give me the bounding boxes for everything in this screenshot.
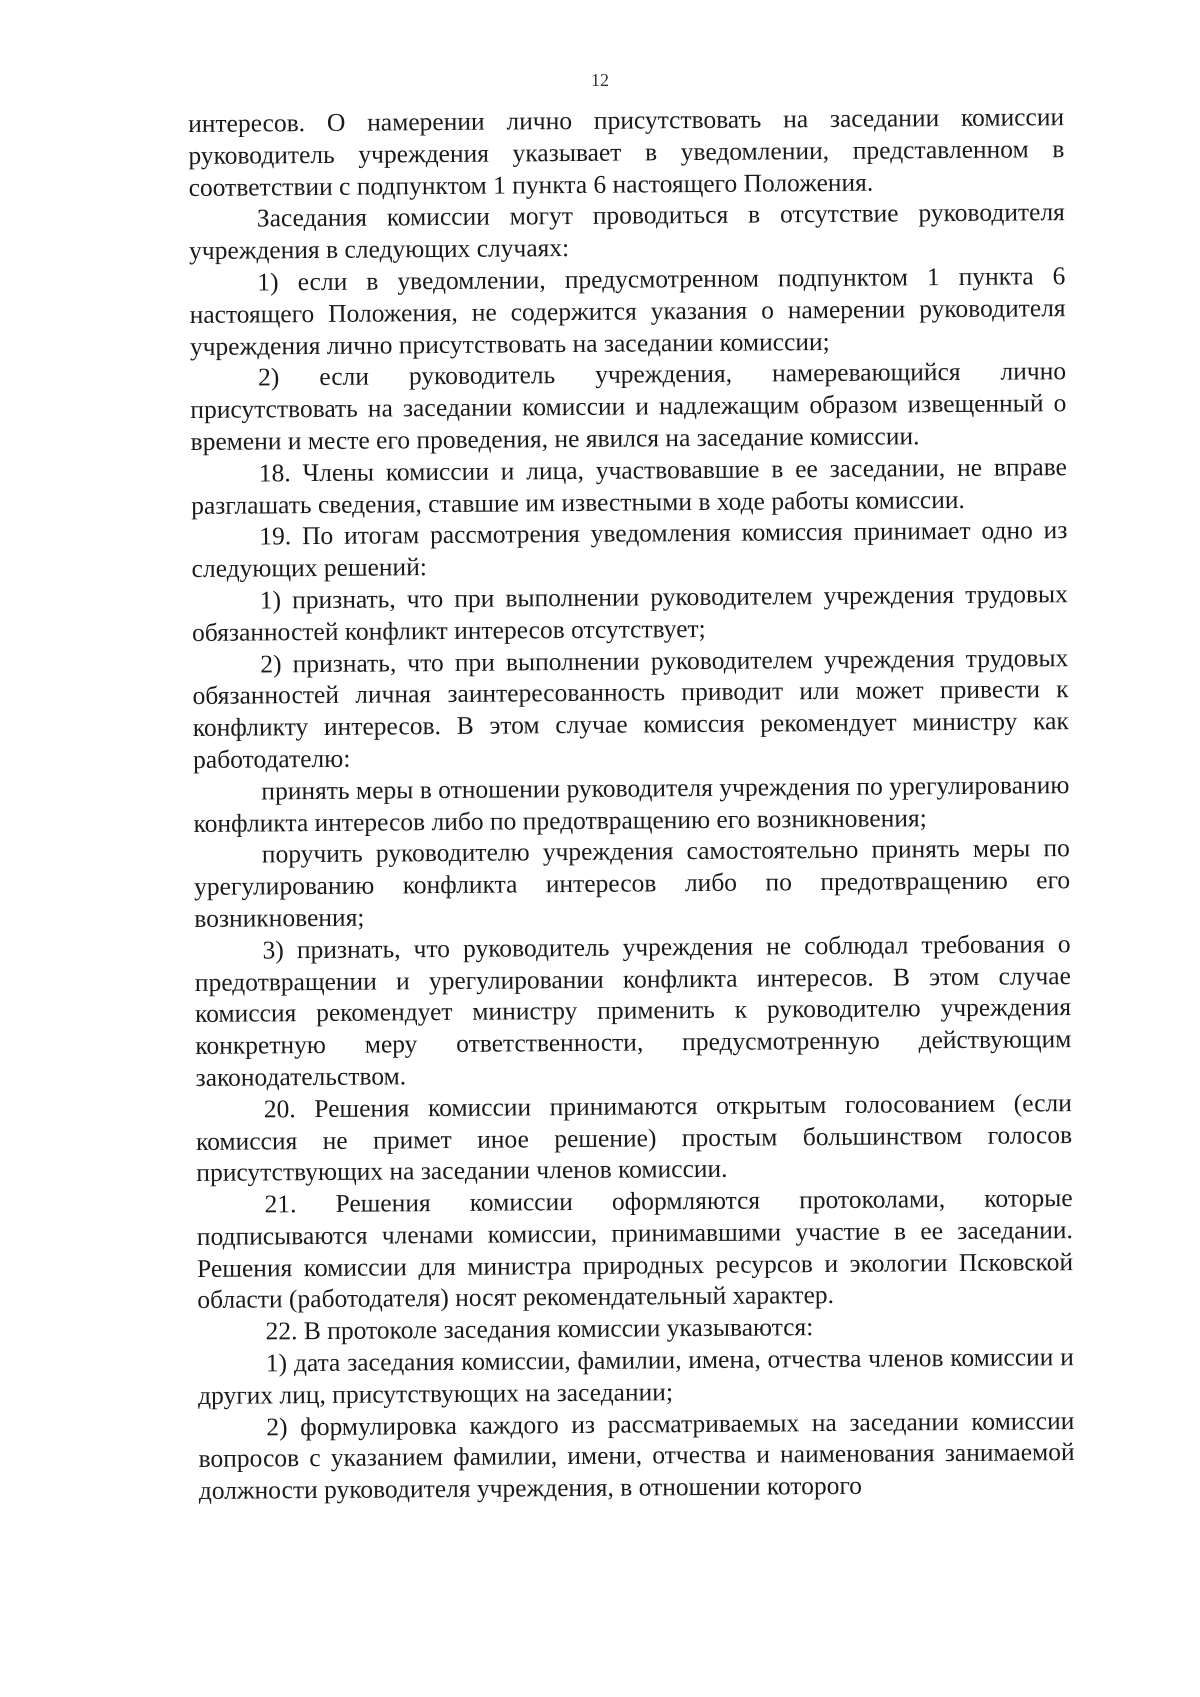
document-body bbox=[188, 101, 1075, 1507]
paragraph-19-decision-2: 2) признать, что при выполнении руководителем учреждения трудовых обязанностей личная заинтересованность приводит или может привести к конфликту интересов. В этом случае комиссия рекомендует министру как работодателю: bbox=[192, 642, 1069, 774]
paragraph-continuation: интересов. О намерении лично присутствовать на заседании комиссии руководитель учреждения указывает в уведомлении, представленном в соответствии с подпунктом 1 пункта 6 настоящего Положения. bbox=[188, 102, 1065, 202]
paragraph-case-2: 2) если руководитель учреждения, намеревающийся лично присутствовать на заседании комиссии и надлежащим образом извещенный о времени и месте его проведения, не явился на заседание комиссии. bbox=[190, 356, 1067, 456]
paragraph-22-item-1: 1) дата заседания комиссии, фамилии, имена, отчества членов комиссии и других лиц, присутствующих на заседании; bbox=[197, 1342, 1074, 1410]
paragraph-19-measure-b: поручить руководителю учреждения самостоятельно принять меры по урегулированию конфликта интересов либо по предотвращению его возникновения; bbox=[194, 833, 1071, 933]
paragraph-19-decision-3: 3) признать, что руководитель учреждения не соблюдал требования о предотвращении и урегулировании конфликта интересов. В этом случае комиссия рекомендует министру применить к руководителю учреждения конкретную меру ответственности, предусмотренную действующим законодательством. bbox=[194, 928, 1072, 1092]
paragraph-21: 21. Решения комиссии оформляются протоколами, которые подписываются членами комиссии, принимавшими участие в ее заседании. Решения комиссии для министра природных ресурсов и экологии Псковской области (работодателя) носят рекомендательный характер. bbox=[196, 1183, 1074, 1315]
paragraph-19-measure-a: принять меры в отношении руководителя учреждения по урегулированию конфликта интересов либо по предотвращению его возникновения; bbox=[193, 769, 1070, 838]
page-number: 12 bbox=[591, 70, 609, 90]
paragraph-22: 22. В протоколе заседания комиссии указываются: bbox=[265, 1312, 814, 1346]
paragraph-meetings-absence: Заседания комиссии могут проводиться в отсутствие руководителя учреждения в следующих случаях: bbox=[189, 197, 1065, 266]
paragraph-22-item-2: 2) формулировка каждого из рассматриваемых на заседании комиссии вопросов с указанием фамилии, имени, отчества и наименования занимаемой должности руководителя учреждения, в отношении которого bbox=[198, 1405, 1075, 1506]
paragraph-19-decision-1: 1) признать, что при выполнении руководителем учреждения трудовых обязанностей конфликт интересов отсутствует; bbox=[192, 579, 1068, 647]
paragraph-19: 19. По итогам рассмотрения уведомления комиссия принимает одно из следующих решений: bbox=[191, 515, 1068, 584]
paragraph-18: 18. Члены комиссии и лица, участвовавшие в ее заседании, не вправе разглашать сведения, ставшие им известными в ходе работы комиссии. bbox=[191, 451, 1067, 520]
paragraph-case-1: 1) если в уведомлении, предусмотренном подпунктом 1 пункта 6 настоящего Положения, не содержится указания о намерении руководителя учреждения лично присутствовать на заседании комиссии; bbox=[189, 261, 1066, 361]
paragraph-20: 20. Решения комиссии принимаются открытым голосованием (если комиссия не примет иное решение) простым большинством голосов присутствующих на заседании членов комиссии. bbox=[195, 1087, 1073, 1188]
